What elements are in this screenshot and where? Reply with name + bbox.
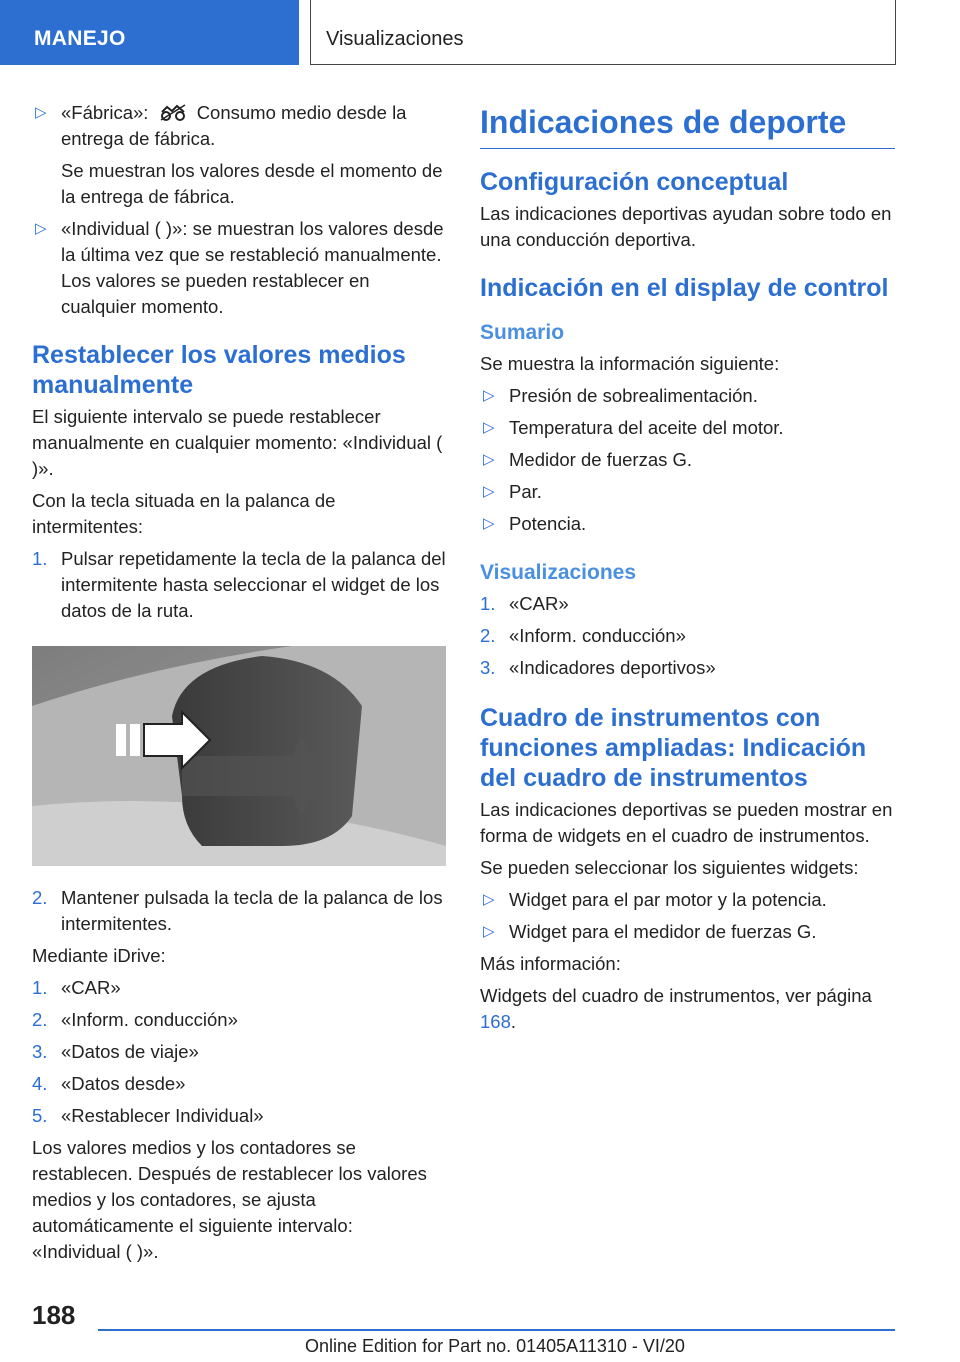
concept-heading: Configuración conceptual [480, 168, 789, 196]
step-item [32, 1071, 446, 1097]
widget-item: Widget para el medidor de fuerzas G. [509, 921, 817, 942]
summary-heading: Sumario [480, 321, 565, 344]
views-heading: Visualizaciones [480, 561, 637, 584]
individual-desc: «Individual ( )»: se muestran los valores desde la última vez que se restableció manualmente. Los valores se pueden restablecer en cualquier momento. [61, 218, 444, 317]
step-item [32, 885, 446, 937]
triangle-bullet-icon: ▷ [483, 891, 495, 908]
concept-paragraph: Las indicaciones deportivas ayudan sobre todo en una conducción deportiva. [480, 203, 892, 250]
triangle-bullet-icon: ▷ [483, 419, 495, 436]
step-item [32, 1007, 446, 1033]
step-text: «Datos de viaje» [61, 1041, 199, 1062]
step-item [480, 655, 895, 681]
reset-heading: Restablecer los valores medios manualmente [32, 341, 406, 399]
triangle-bullet-icon: ▷ [35, 220, 47, 237]
list-item [480, 383, 895, 409]
factory-continuation: Se muestran los valores desde el momento de la entrega de fábrica. [61, 160, 443, 207]
cluster-heading: Cuadro de instrumentos con funciones ampliadas: Indicación del cuadro de instrumentos [480, 704, 867, 792]
chapter-tab [310, 0, 896, 65]
step-item [32, 975, 446, 1001]
summary-item: Medidor de fuerzas G. [509, 449, 693, 470]
step-text: Mantener pulsada la tecla de la palanca de los intermitentes. [61, 887, 443, 934]
step-text: «CAR» [61, 977, 121, 998]
step-item [32, 1039, 446, 1065]
step-number: 3. [32, 1041, 48, 1062]
list-item [32, 216, 446, 320]
step-number: 5. [32, 1105, 48, 1126]
section-tab [0, 0, 299, 65]
more-info-text: Widgets del cuadro de instrumentos, ver página [480, 985, 872, 1006]
triangle-bullet-icon: ▷ [35, 104, 47, 121]
edition-text: Online Edition for Part no. 01405A11310 - VI/20 [305, 1336, 685, 1356]
widget-item: Widget para el par motor y la potencia. [509, 889, 827, 910]
step-number: 4. [32, 1073, 48, 1094]
summary-item: Temperatura del aceite del motor. [509, 417, 784, 438]
step-text: «CAR» [509, 593, 569, 614]
list-item [480, 887, 895, 913]
list-item [480, 479, 895, 505]
list-item [480, 415, 895, 441]
step-text: Pulsar repetidamente la tecla de la palanca del intermitente hasta seleccionar el widget de los datos de la ruta. [61, 548, 446, 621]
step-text: «Restablecer Individual» [61, 1105, 264, 1126]
step-text: «Datos desde» [61, 1073, 186, 1094]
summary-item: Par. [509, 481, 542, 502]
footer-divider [98, 1329, 895, 1331]
cluster-paragraph: Las indicaciones deportivas se pueden mostrar en forma de widgets en el cuadro de instrumentos. [480, 799, 893, 846]
triangle-bullet-icon: ▷ [483, 451, 495, 468]
right-column [480, 100, 895, 1041]
step-item [480, 623, 895, 649]
summary-item: Potencia. [509, 513, 587, 534]
more-info-label: Más información: [480, 953, 621, 974]
reset-paragraph: El siguiente intervalo se puede restablecer manualmente en cualquier momento: «Individual ( )». [32, 406, 443, 479]
factory-icon [158, 104, 188, 122]
display-heading: Indicación en el display de control [480, 274, 889, 302]
summary-item: Presión de sobrealimentación. [509, 385, 758, 406]
left-column [32, 100, 446, 1271]
page-title: Indicaciones de deporte [480, 100, 895, 149]
step-text: «Indicadores deportivos» [509, 657, 716, 678]
step-number: 2. [32, 887, 48, 908]
step-number: 1. [32, 977, 48, 998]
factory-desc: Consumo medio desde la entrega de fábrica. [61, 102, 407, 149]
more-info-end: . [510, 1011, 517, 1032]
turn-signal-lever-photo [32, 646, 446, 866]
step-number: 3. [480, 657, 496, 678]
cluster-paragraph-2: Se pueden seleccionar los siguientes widgets: [480, 857, 859, 878]
triangle-bullet-icon: ▷ [483, 515, 495, 532]
closing-paragraph: Los valores medios y los contadores se restablecen. Después de restablecer los valores medios y los contadores, se ajusta automáticamente el siguiente intervalo: «Individual ( )». [32, 1137, 427, 1262]
list-item [32, 100, 446, 152]
factory-label: «Fábrica»: [61, 102, 149, 123]
section-title: MANEJO [34, 27, 126, 50]
idrive-label: Mediante iDrive: [32, 945, 166, 966]
list-item [480, 447, 895, 473]
list-item [480, 919, 895, 945]
step-number: 1. [32, 548, 48, 569]
step-number: 2. [480, 625, 496, 646]
page-number: 188 [32, 1300, 76, 1330]
more-info-paragraph [480, 983, 895, 1035]
triangle-bullet-icon: ▷ [483, 923, 495, 940]
step-number: 2. [32, 1009, 48, 1030]
triangle-bullet-icon: ▷ [483, 483, 495, 500]
step-number: 1. [480, 593, 496, 614]
step-item [32, 1103, 446, 1129]
step-text: «Inform. conducción» [509, 625, 686, 646]
step-item [32, 546, 446, 624]
list-item [480, 511, 895, 537]
chapter-title: Visualizaciones [326, 28, 464, 50]
step-item [480, 591, 895, 617]
step-text: «Inform. conducción» [61, 1009, 238, 1030]
reset-paragraph-2: Con la tecla situada en la palanca de intermitentes: [32, 490, 336, 537]
page-link[interactable]: 168 [480, 1011, 511, 1032]
triangle-bullet-icon: ▷ [483, 387, 495, 404]
summary-paragraph: Se muestra la información siguiente: [480, 353, 780, 374]
